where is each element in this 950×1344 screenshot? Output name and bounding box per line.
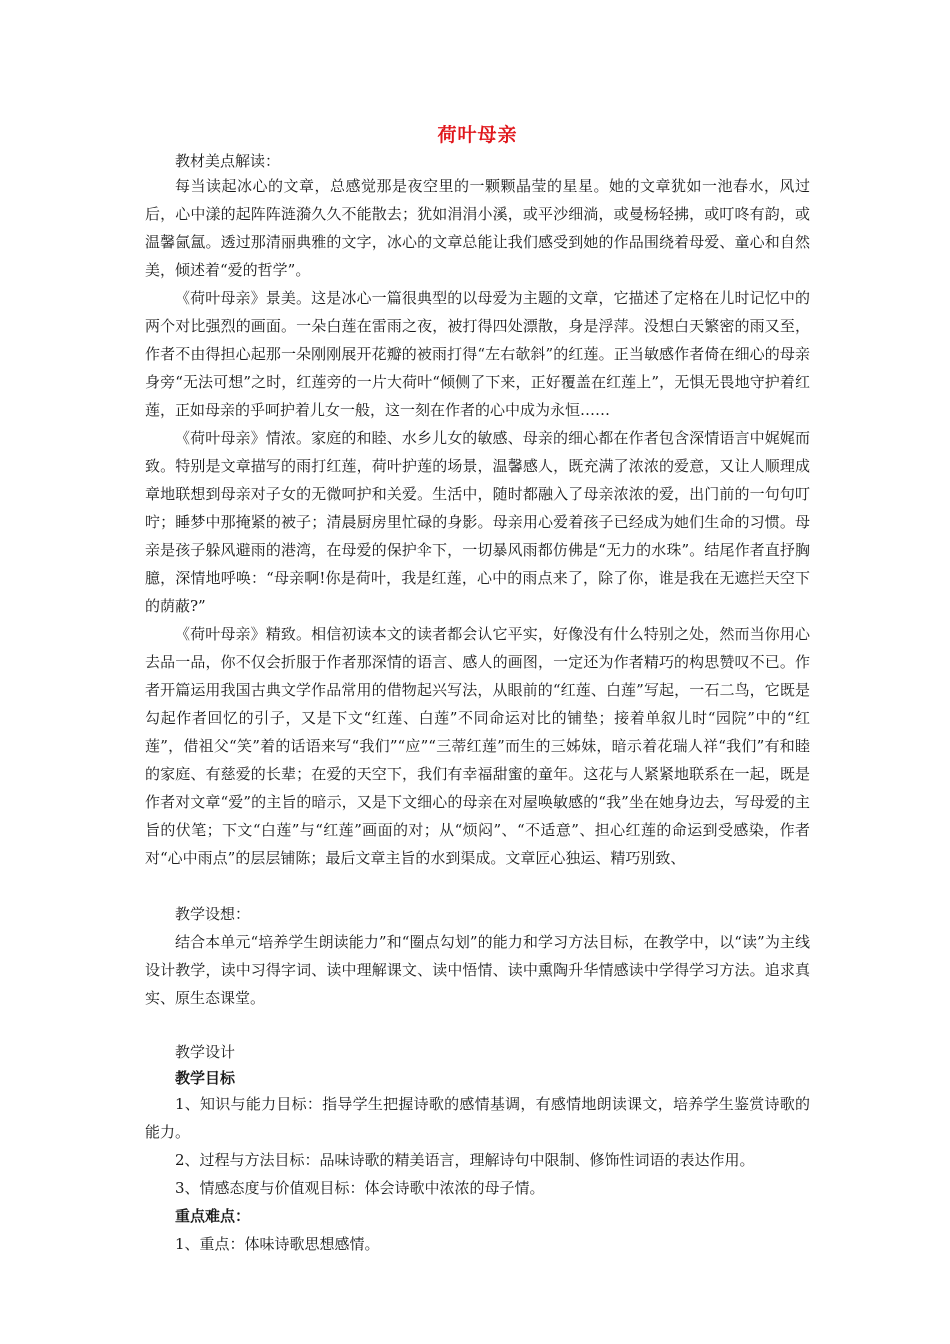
section-teaching-concept xyxy=(145,900,810,1012)
goal-item: 1、知识与能力目标：指导学生把握诗歌的感情基调，有感情地朗读课文，培养学生鉴赏诗歌的能力。 xyxy=(145,1095,810,1141)
goal-item: 3、情感态度与价值观目标：体会诗歌中浓浓的母子情。 xyxy=(175,1179,545,1197)
section-label-analysis: 教材美点解读： xyxy=(175,152,281,170)
analysis-paragraph: 《荷叶母亲》精致。相信初读本文的读者都会认它平实，好像没有什么特别之处，然而当你用心去品一品，你不仅会折服于作者那深情的语言、感人的画图，一定还为作者精巧的构思赞叹不已。作者开篇运用我国古典文学作品常用的借物起兴写法，从眼前的“红莲、白莲”写起，一石二鸟，它既是勾起作者回忆的引子，又是下文“红莲、白莲”不同命运对比的铺垫；接着单叙儿时“园院”中的“红莲”，借祖父“笑”着的话语来写“我们”“应”“三蒂红莲”而生的三姊妹，暗示着花瑞人祥“我们”有和睦的家庭、有慈爱的长辈；在爱的天空下，我们有幸福甜蜜的童年。这花与人紧紧地联系在一起，既是作者对文章“爱”的主旨的暗示，又是下文细心的母亲在对屋唤敏感的“我”坐在她身边去，写母爱的主旨的伏笔；下文“白莲”与“红莲”画面的对；从“烦闷”、“不适意”、担心红莲的命运到受感染，作者对“心中雨点”的层层铺陈；最后文章主旨的水到渠成。文章匠心独运、精巧别致、 xyxy=(145,625,810,867)
document-title: 荷叶母亲 xyxy=(437,124,518,146)
concept-paragraph: 结合本单元“培养学生朗读能力”和“圈点勾划”的能力和学习方法目标，在教学中，以“读”为主线设计教学，读中习得字词、读中理解课文、读中悟情、读中熏陶升华情感读中学得学习方法。追求真实、原生态课堂。 xyxy=(145,933,810,1007)
spacer xyxy=(145,872,810,900)
analysis-paragraph: 《荷叶母亲》情浓。家庭的和睦、水乡儿女的敏感、母亲的细心都在作者包含深情语言中娓娓而致。特别是文章描写的雨打红莲，荷叶护莲的场景，温馨感人，既充满了浓浓的爱意，又让人顺理成章地联想到母亲对子女的无微呵护和关爱。生活中，随时都融入了母亲浓浓的爱，出门前的一句句叮咛；睡梦中那掩紧的被子；清晨厨房里忙碌的身影。母亲用心爱着孩子已经成为她们生命的习惯。母亲是孩子躲风避雨的港湾，在母爱的保护伞下，一切暴风雨都仿佛是“无力的水珠”。结尾作者直抒胸臆，深情地呼唤：“母亲啊!你是荷叶，我是红莲，心中的雨点来了，除了你，谁是我在无遮拦天空下的荫蔽?” xyxy=(145,429,810,615)
spacer xyxy=(145,1012,810,1038)
goals-heading: 教学目标 xyxy=(175,1069,236,1087)
analysis-paragraph: 每当读起冰心的文章，总感觉那是夜空里的一颗颗晶莹的星星。她的文章犹如一池春水，风过后，心中漾的起阵阵涟漪久久不能散去；犹如涓涓小溪，或平沙细淌，或曼杨轻拂，或叮咚有韵，或温馨氤氲。透过那清丽典雅的文字，冰心的文章总能让我们感受到她的作品围绕着母爱、童心和自然美，倾述着“爱的哲学”。 xyxy=(145,177,810,279)
document-page xyxy=(145,120,810,1258)
key-points-heading: 重点难点： xyxy=(175,1207,251,1225)
section-label-design: 教学设计 xyxy=(175,1043,236,1061)
section-teaching-design xyxy=(145,1038,810,1258)
goal-item: 2、过程与方法目标：品味诗歌的精美语言，理解诗句中限制、修饰性词语的表达作用。 xyxy=(175,1151,755,1169)
section-label-concept: 教学设想： xyxy=(175,905,251,923)
analysis-paragraph: 《荷叶母亲》景美。这是冰心一篇很典型的以母爱为主题的文章，它描述了定格在儿时记忆中的两个对比强烈的画面。一朵白莲在雷雨之夜，被打得四处漂散，身是浮萍。没想白天繁密的雨又至，作者不由得担心起那一朵刚刚展开花瓣的被雨打得“左右欹斜”的红莲。正当敏感作者倚在细心的母亲身旁“无法可想”之时，红莲旁的一片大荷叶“倾侧了下来，正好覆盖在红莲上”，无惧无畏地守护着红莲，正如母亲的乎呵护着儿女一般，这一刻在作者的心中成为永恒…… xyxy=(145,289,810,419)
section-textbook-analysis xyxy=(145,150,810,872)
key-point-item: 1、重点：体味诗歌思想感情。 xyxy=(175,1235,380,1253)
